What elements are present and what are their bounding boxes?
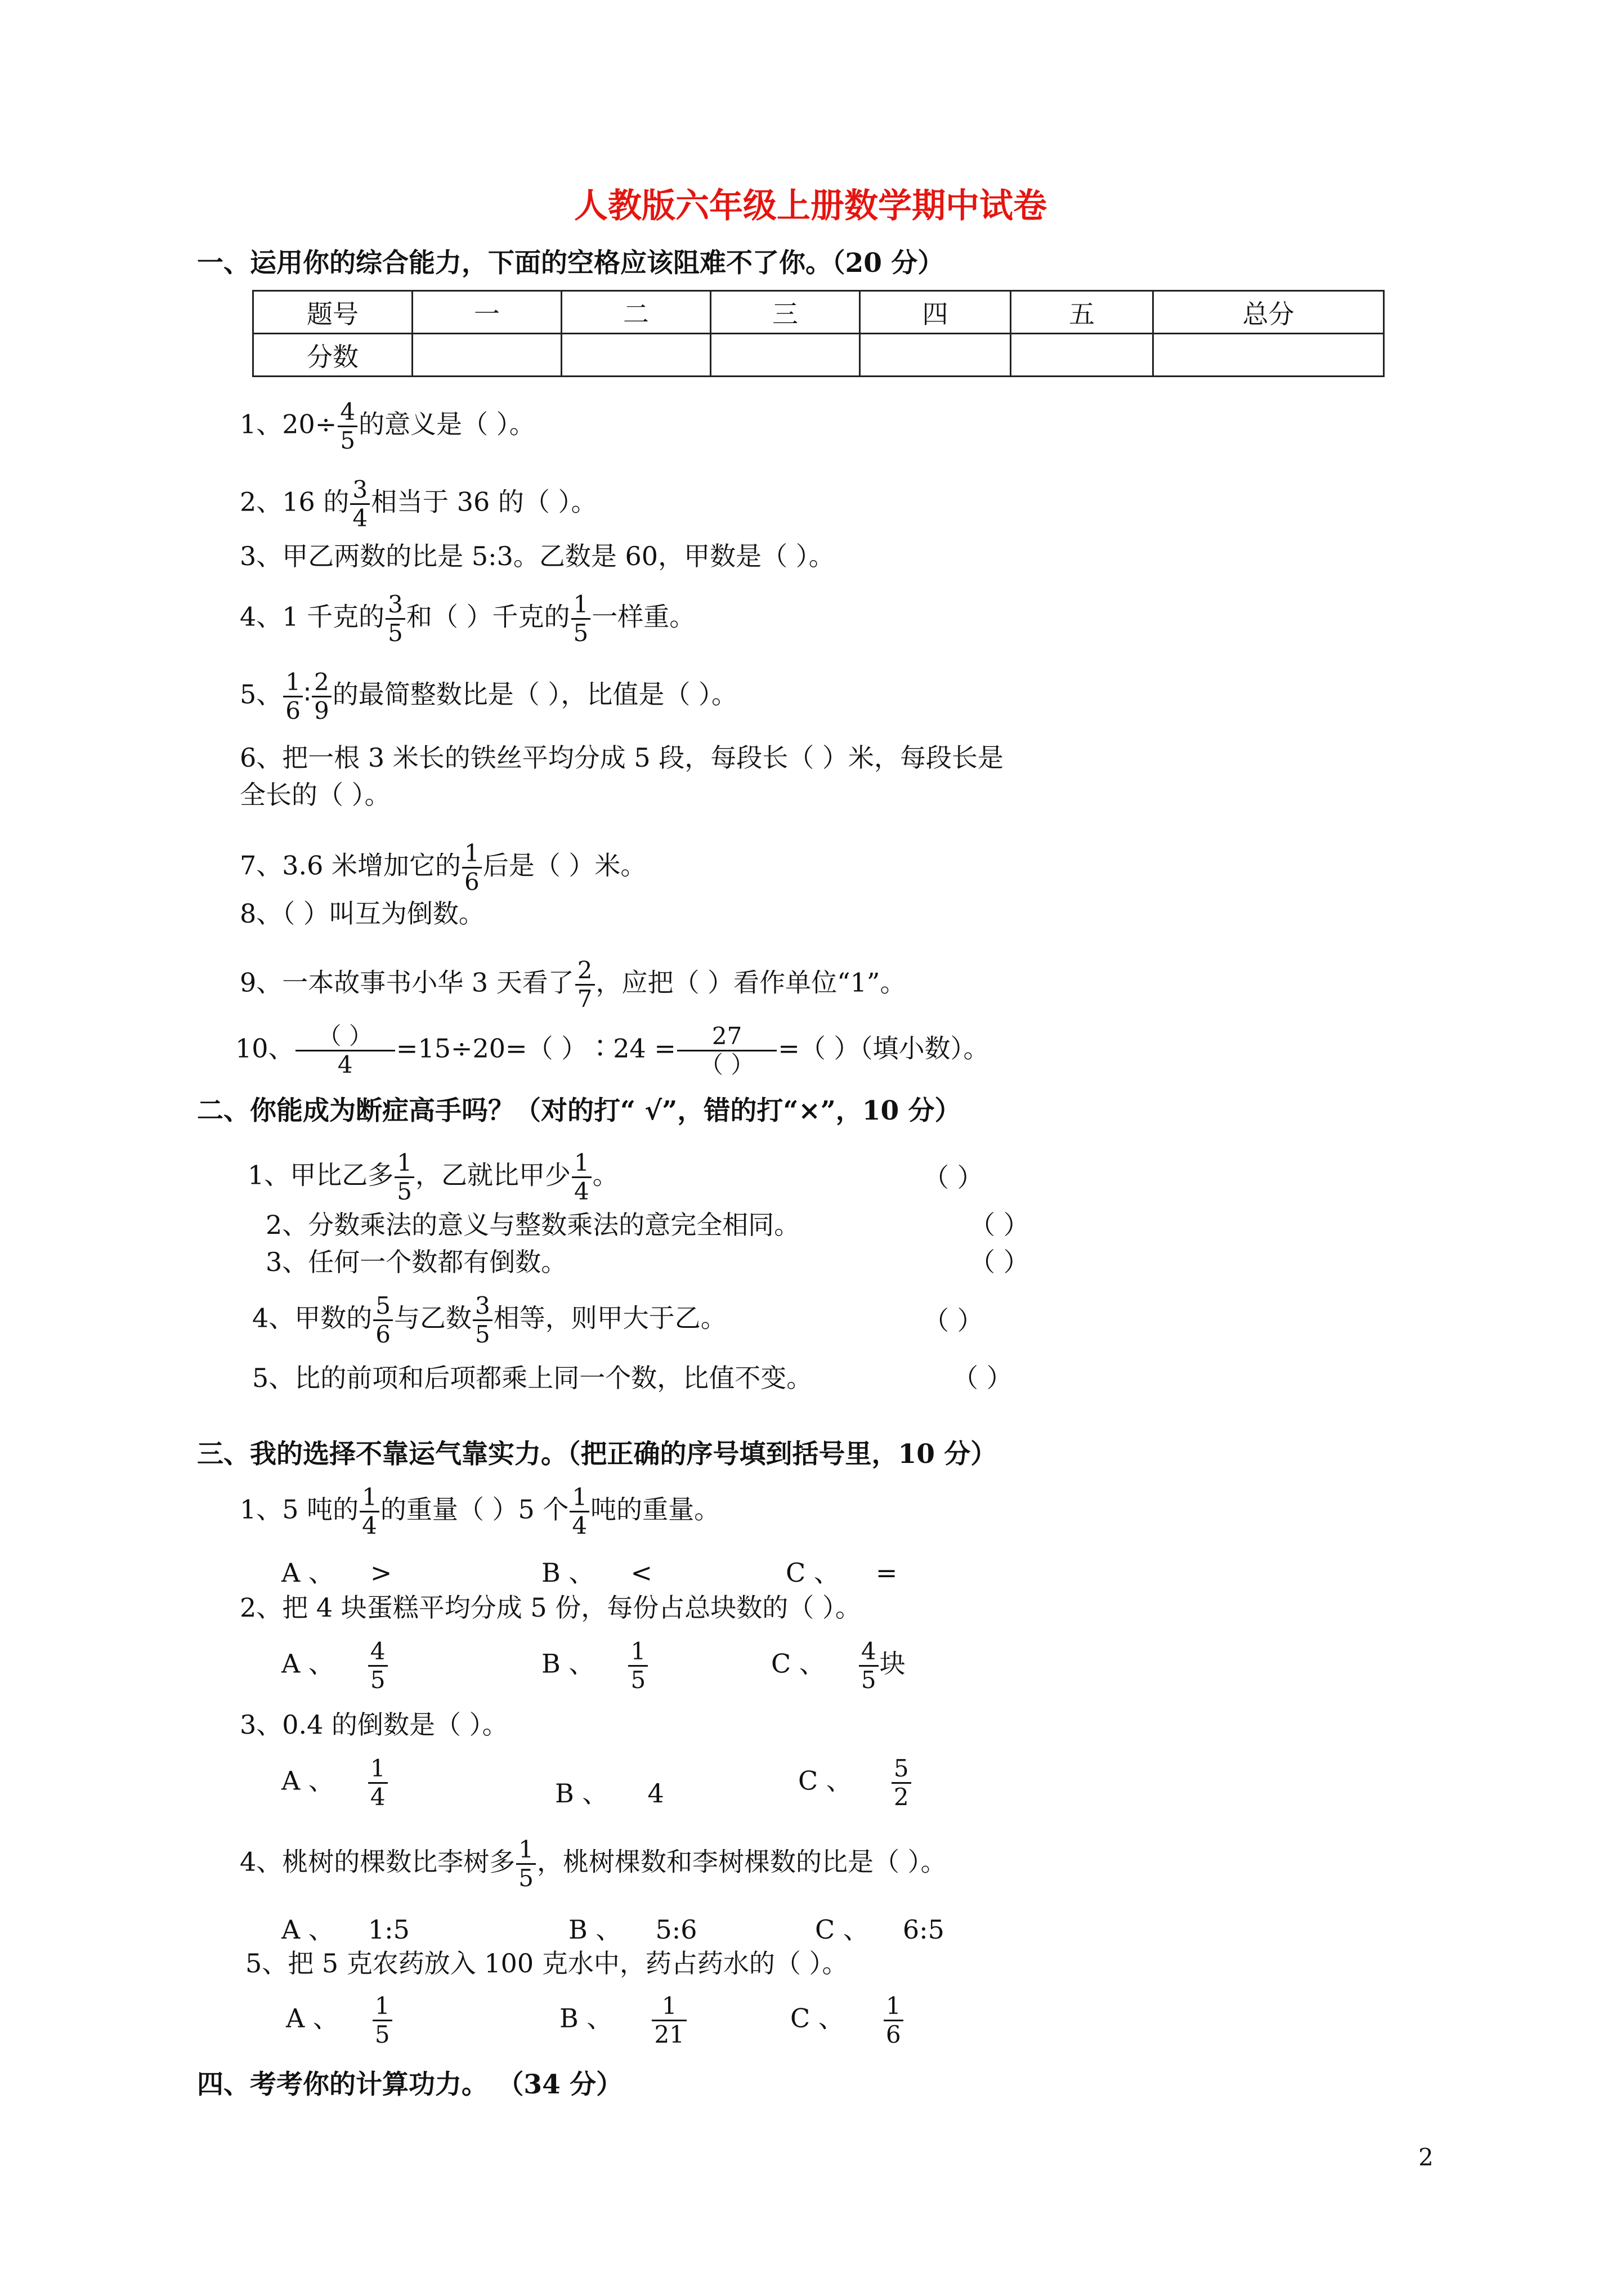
question-6-line-2: 全长的（ ）。	[240, 780, 391, 810]
score-cell[interactable]	[562, 334, 711, 377]
question-1: 1、20÷ $\frac{4}{5}$ 的意义是（ ）。	[240, 398, 535, 454]
section4-heading: 四、考考你的计算功力。 （34 分）	[197, 2069, 623, 2100]
table-row-label: 分数	[253, 334, 413, 377]
score-table-header-row	[253, 291, 1384, 334]
option-a[interactable]: A 、 1:5	[281, 1914, 410, 1945]
fraction: $\frac{3}{4}$	[350, 476, 370, 532]
option-c[interactable]: C 、 $\frac{1}{6}$	[790, 1993, 904, 2048]
table-header: 四	[860, 291, 1011, 334]
fraction: $\frac{1}{6}$	[283, 669, 303, 724]
score-cell[interactable]	[1153, 334, 1384, 377]
fraction: $\frac{1}{5}$	[571, 591, 591, 647]
option-c[interactable]: C 、 =	[786, 1557, 898, 1588]
fraction: $\frac{5}{6}$	[373, 1292, 393, 1348]
option-a[interactable]: A 、 $\frac{1}{4}$	[281, 1755, 389, 1811]
section1-heading: 一、运用你的综合能力，下面的空格应该阻难不了你。（20 分）	[197, 248, 944, 279]
score-table-row	[253, 334, 1384, 377]
question-7: 7、3.6 米增加它的 $\frac{1}{6}$ 后是（ ）米。	[240, 839, 647, 896]
fraction: $\frac{3}{5}$	[386, 591, 405, 647]
score-cell[interactable]	[860, 334, 1011, 377]
judge-question-1: 1、甲比乙多 $\frac{1}{5}$ ，乙就比甲少 $\frac{1}{4}$ 。	[248, 1149, 619, 1205]
answer-paren[interactable]: （ ）	[952, 1363, 1013, 1393]
judge-question-2: 2、分数乘法的意义与整数乘法的意完全相同。	[266, 1210, 800, 1240]
fraction: $\frac{1}{4}$	[572, 1149, 592, 1205]
answer-paren[interactable]: （ ）	[923, 1305, 983, 1336]
section2-heading: 二、你能成为断症高手吗？（对的打“ √”，错的打“×”，10 分）	[197, 1095, 961, 1126]
score-cell[interactable]	[1011, 334, 1153, 377]
fraction: $\frac{1}{6}$	[462, 840, 482, 896]
question-5: 5、 $\frac{1}{6}$ ∶ $\frac{2}{9}$ 的最简整数比是（ ），比值是（ ）。	[240, 668, 737, 724]
fraction: $\frac{1}{4}$	[360, 1484, 379, 1539]
question-9: 9、一本故事书小华 3 天看了 $\frac{2}{7}$ ，应把（ ）看作单位“1”。	[240, 956, 906, 1013]
option-b[interactable]: B 、 5:6	[568, 1914, 697, 1945]
table-header: 题号	[253, 291, 413, 334]
option-a[interactable]: A 、 >	[281, 1557, 392, 1588]
option-b[interactable]: B 、 $\frac{1}{5}$	[541, 1638, 649, 1694]
choice-question-3: 3、0.4 的倒数是（ ）。	[240, 1709, 508, 1740]
question-8: 8、（ ）叫互为倒数。	[240, 898, 485, 929]
fraction: $\frac{2}{7}$	[575, 957, 595, 1013]
judge-question-5: 5、比的前项和后项都乘上同一个数，比值不变。	[252, 1363, 813, 1393]
option-b[interactable]: B 、 <	[541, 1557, 652, 1588]
table-header: 三	[711, 291, 860, 334]
answer-paren[interactable]: （ ）	[969, 1247, 1029, 1277]
question-10: 10、 $\frac{( )}{4}$ =15÷20=（ ）∶24 = $\frac{27}{( )}$ =（ ）（填小数）。	[235, 1022, 989, 1078]
score-table	[252, 290, 1385, 377]
fraction: $\frac{1}{5}$	[516, 1836, 536, 1892]
choice-question-2: 2、把 4 块蛋糕平均分成 5 份，每份占总块数的（ ）。	[240, 1592, 861, 1623]
choice-question-5: 5、把 5 克农药放入 100 克水中，药占药水的（ ）。	[245, 1948, 848, 1979]
table-header: 总分	[1153, 291, 1384, 334]
fraction: $\frac{1}{4}$	[570, 1484, 589, 1539]
option-c[interactable]: C 、 $\frac{5}{2}$	[798, 1755, 912, 1811]
fraction: $\frac{( )}{4}$	[295, 1023, 395, 1078]
judge-question-4: 4、甲数的 $\frac{5}{6}$ 与乙数 $\frac{3}{5}$ 相等，则甲大于乙。	[252, 1292, 727, 1348]
option-b[interactable]: B 、 4	[555, 1778, 664, 1809]
question-4: 4、1 千克的 $\frac{3}{5}$ 和（ ）千克的 $\frac{1}{5}$ 一样重。	[240, 590, 696, 647]
fraction: $\frac{1}{5}$	[395, 1149, 414, 1205]
option-c[interactable]: C 、 6:5	[815, 1914, 944, 1945]
question-6-line-1: 6、把一根 3 米长的铁丝平均分成 5 段，每段长（ ）米，每段长是	[240, 742, 1004, 773]
question-3: 3、甲乙两数的比是 5:3。乙数是 60，甲数是（ ）。	[240, 541, 835, 571]
fraction: $\frac{4}{5}$	[338, 399, 357, 454]
table-header: 一	[413, 291, 562, 334]
page-number: 2	[1418, 2143, 1434, 2171]
table-header: 二	[562, 291, 711, 334]
table-header: 五	[1011, 291, 1153, 334]
answer-paren[interactable]: （ ）	[923, 1162, 983, 1193]
score-cell[interactable]	[413, 334, 562, 377]
choice-question-1: 1、5 吨的 $\frac{1}{4}$ 的重量（ ）5 个 $\frac{1}{4}$ 吨的重量。	[240, 1483, 720, 1539]
option-a[interactable]: A 、 $\frac{4}{5}$	[281, 1638, 389, 1694]
option-c[interactable]: C 、 $\frac{4}{5}$ 块	[771, 1637, 906, 1694]
judge-question-3: 3、任何一个数都有倒数。	[266, 1247, 567, 1277]
choice-question-4: 4、桃树的棵数比李树多 $\frac{1}{5}$ ，桃树棵数和李树棵数的比是（ ）。	[240, 1836, 947, 1892]
section3-heading: 三、我的选择不靠运气靠实力。（把正确的序号填到括号里，10 分）	[197, 1439, 997, 1470]
option-b[interactable]: B 、 $\frac{1}{21}$	[559, 1993, 688, 2048]
fraction: $\frac{27}{( )}$	[677, 1023, 777, 1078]
score-cell[interactable]	[711, 334, 860, 377]
question-2: 2、16 的 $\frac{3}{4}$ 相当于 36 的（ ）。	[240, 476, 597, 532]
fraction: $\frac{2}{9}$	[312, 669, 332, 724]
option-a[interactable]: A 、 $\frac{1}{5}$	[286, 1993, 393, 2048]
answer-paren[interactable]: （ ）	[969, 1210, 1029, 1240]
page-title: 人教版六年级上册数学期中试卷	[574, 186, 1047, 226]
fraction: $\frac{3}{5}$	[473, 1292, 492, 1348]
